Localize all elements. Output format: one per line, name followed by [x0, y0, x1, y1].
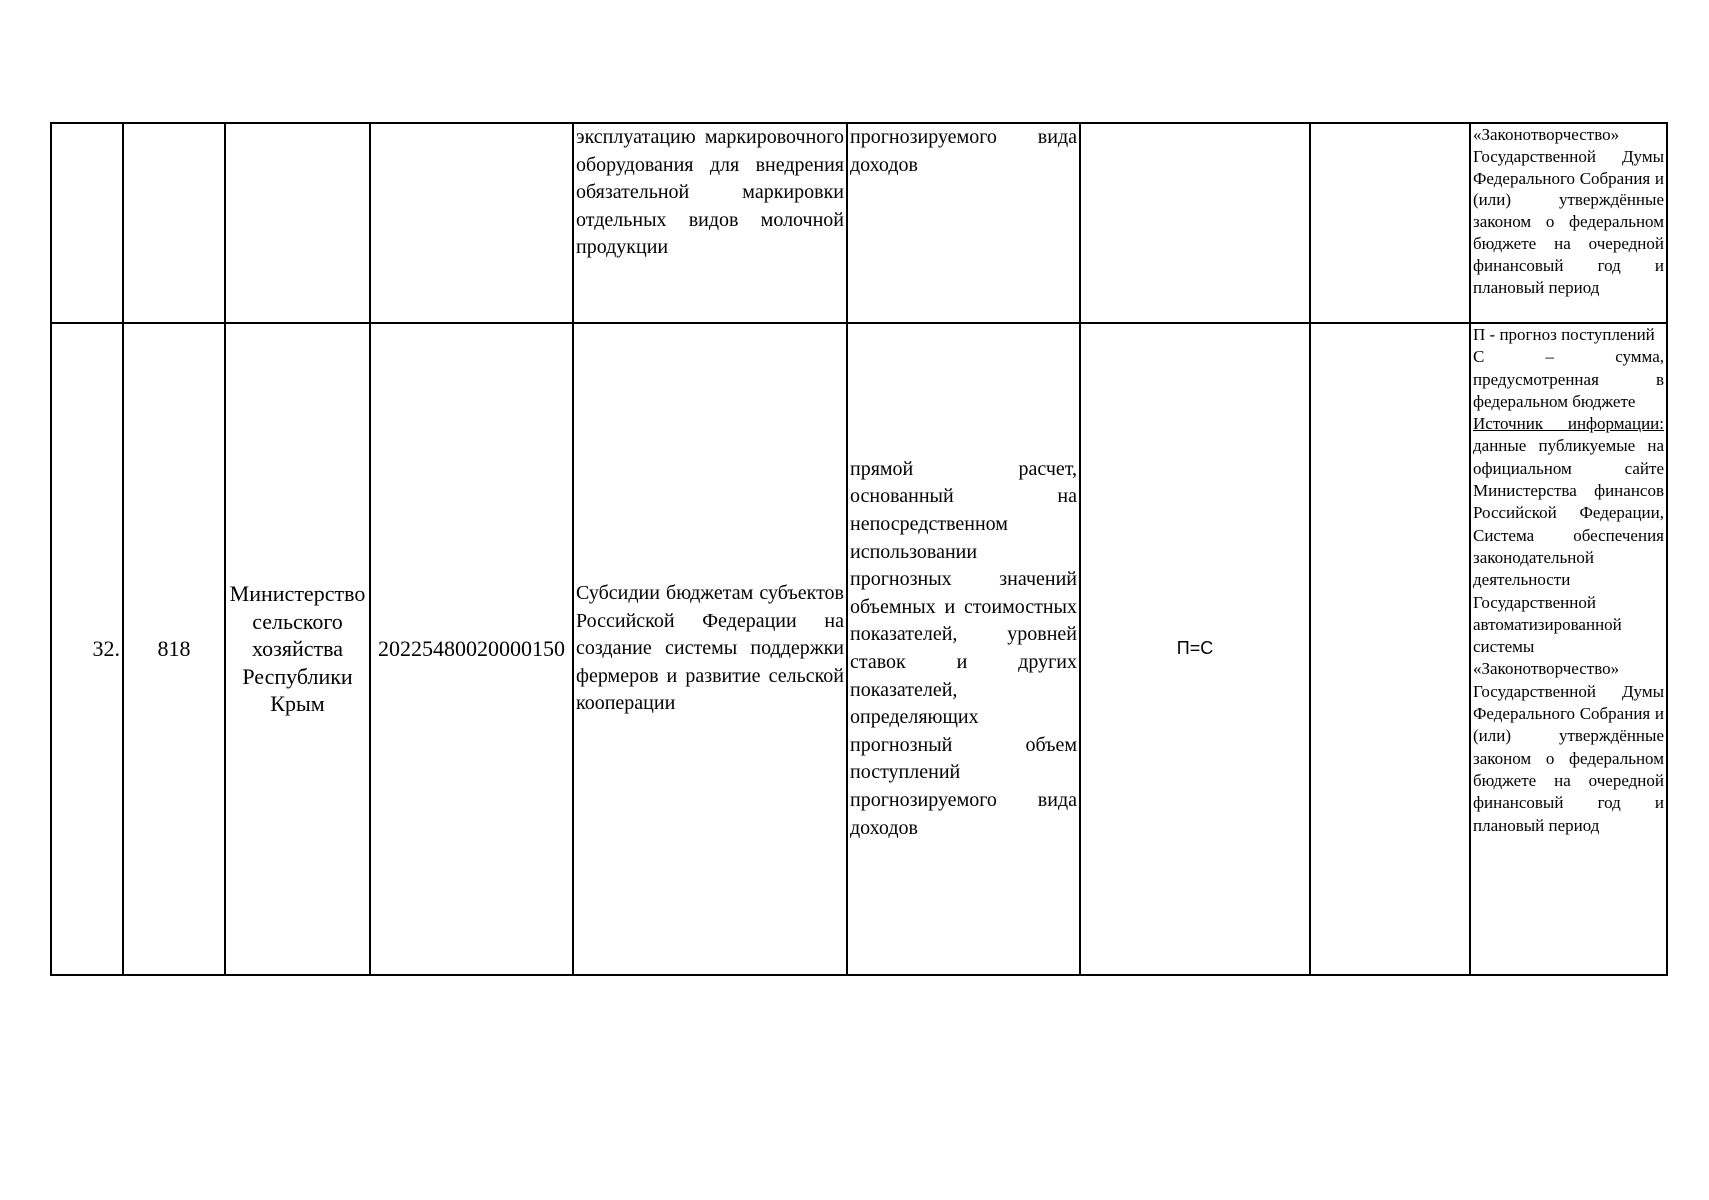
administrator-name: Министерство сельского хозяйства Республики Крым [225, 323, 370, 975]
information-source [1470, 323, 1667, 975]
calculation-method-cell: прогнозируемого вида доходов [847, 123, 1080, 323]
table-row [51, 123, 1667, 323]
number-cell [51, 123, 123, 323]
subsidy-name-cell: эксплуатацию маркировочного оборудования для внедрения обязательной маркировки отдельных видов молочной продукции [573, 123, 847, 323]
admin-code: 818 [123, 323, 225, 975]
information-source-cell: «Законотворчество» Государственной Думы Федерального Собрания и (или) утверждённые законом о федеральном бюджете на очередной финансовый год и плановый период [1470, 123, 1667, 323]
source-text: данные публикуемые на официальном сайте Министерства финансов Российской Федерации, Система обеспечения законодательной деятельности Государственной автоматизированной системы «Законотворчество» Государственной Думы Федерального Собрания и (или) утверждённые законом о федеральном бюджете на очередной финансовый год и плановый период [1473, 436, 1664, 835]
calculation-method: прямой расчет, основанный на непосредственном использовании прогнозных значений объемных и стоимостных показателей, уровней ставок и других показателей, определяющих прогнозный объем поступлений прогнозируемого вида доходов [847, 323, 1080, 975]
algorithm-cell [1310, 123, 1470, 323]
algorithm-cell [1310, 323, 1470, 975]
formula-cell [1080, 123, 1310, 323]
formula-legend-p: П - прогноз поступлений [1473, 325, 1655, 344]
formula: П=С [1080, 323, 1310, 975]
revenue-forecast-table [50, 122, 1668, 976]
formula-legend-c: С – сумма, предусмотренная в федеральном бюджете [1473, 347, 1664, 411]
budget-classification-code: 20225480020000150 [370, 323, 573, 975]
source-label: Источник информации: [1473, 414, 1664, 434]
source-paragraph [1473, 413, 1664, 837]
kbk-cell [370, 123, 573, 323]
subsidy-name: Субсидии бюджетам субъектов Российской Федерации на создание системы поддержки фермеров и развитие сельской кооперации [573, 323, 847, 975]
table-row [51, 323, 1667, 975]
administrator-cell [225, 123, 370, 323]
row-number: 32. [51, 323, 123, 975]
code-cell [123, 123, 225, 323]
